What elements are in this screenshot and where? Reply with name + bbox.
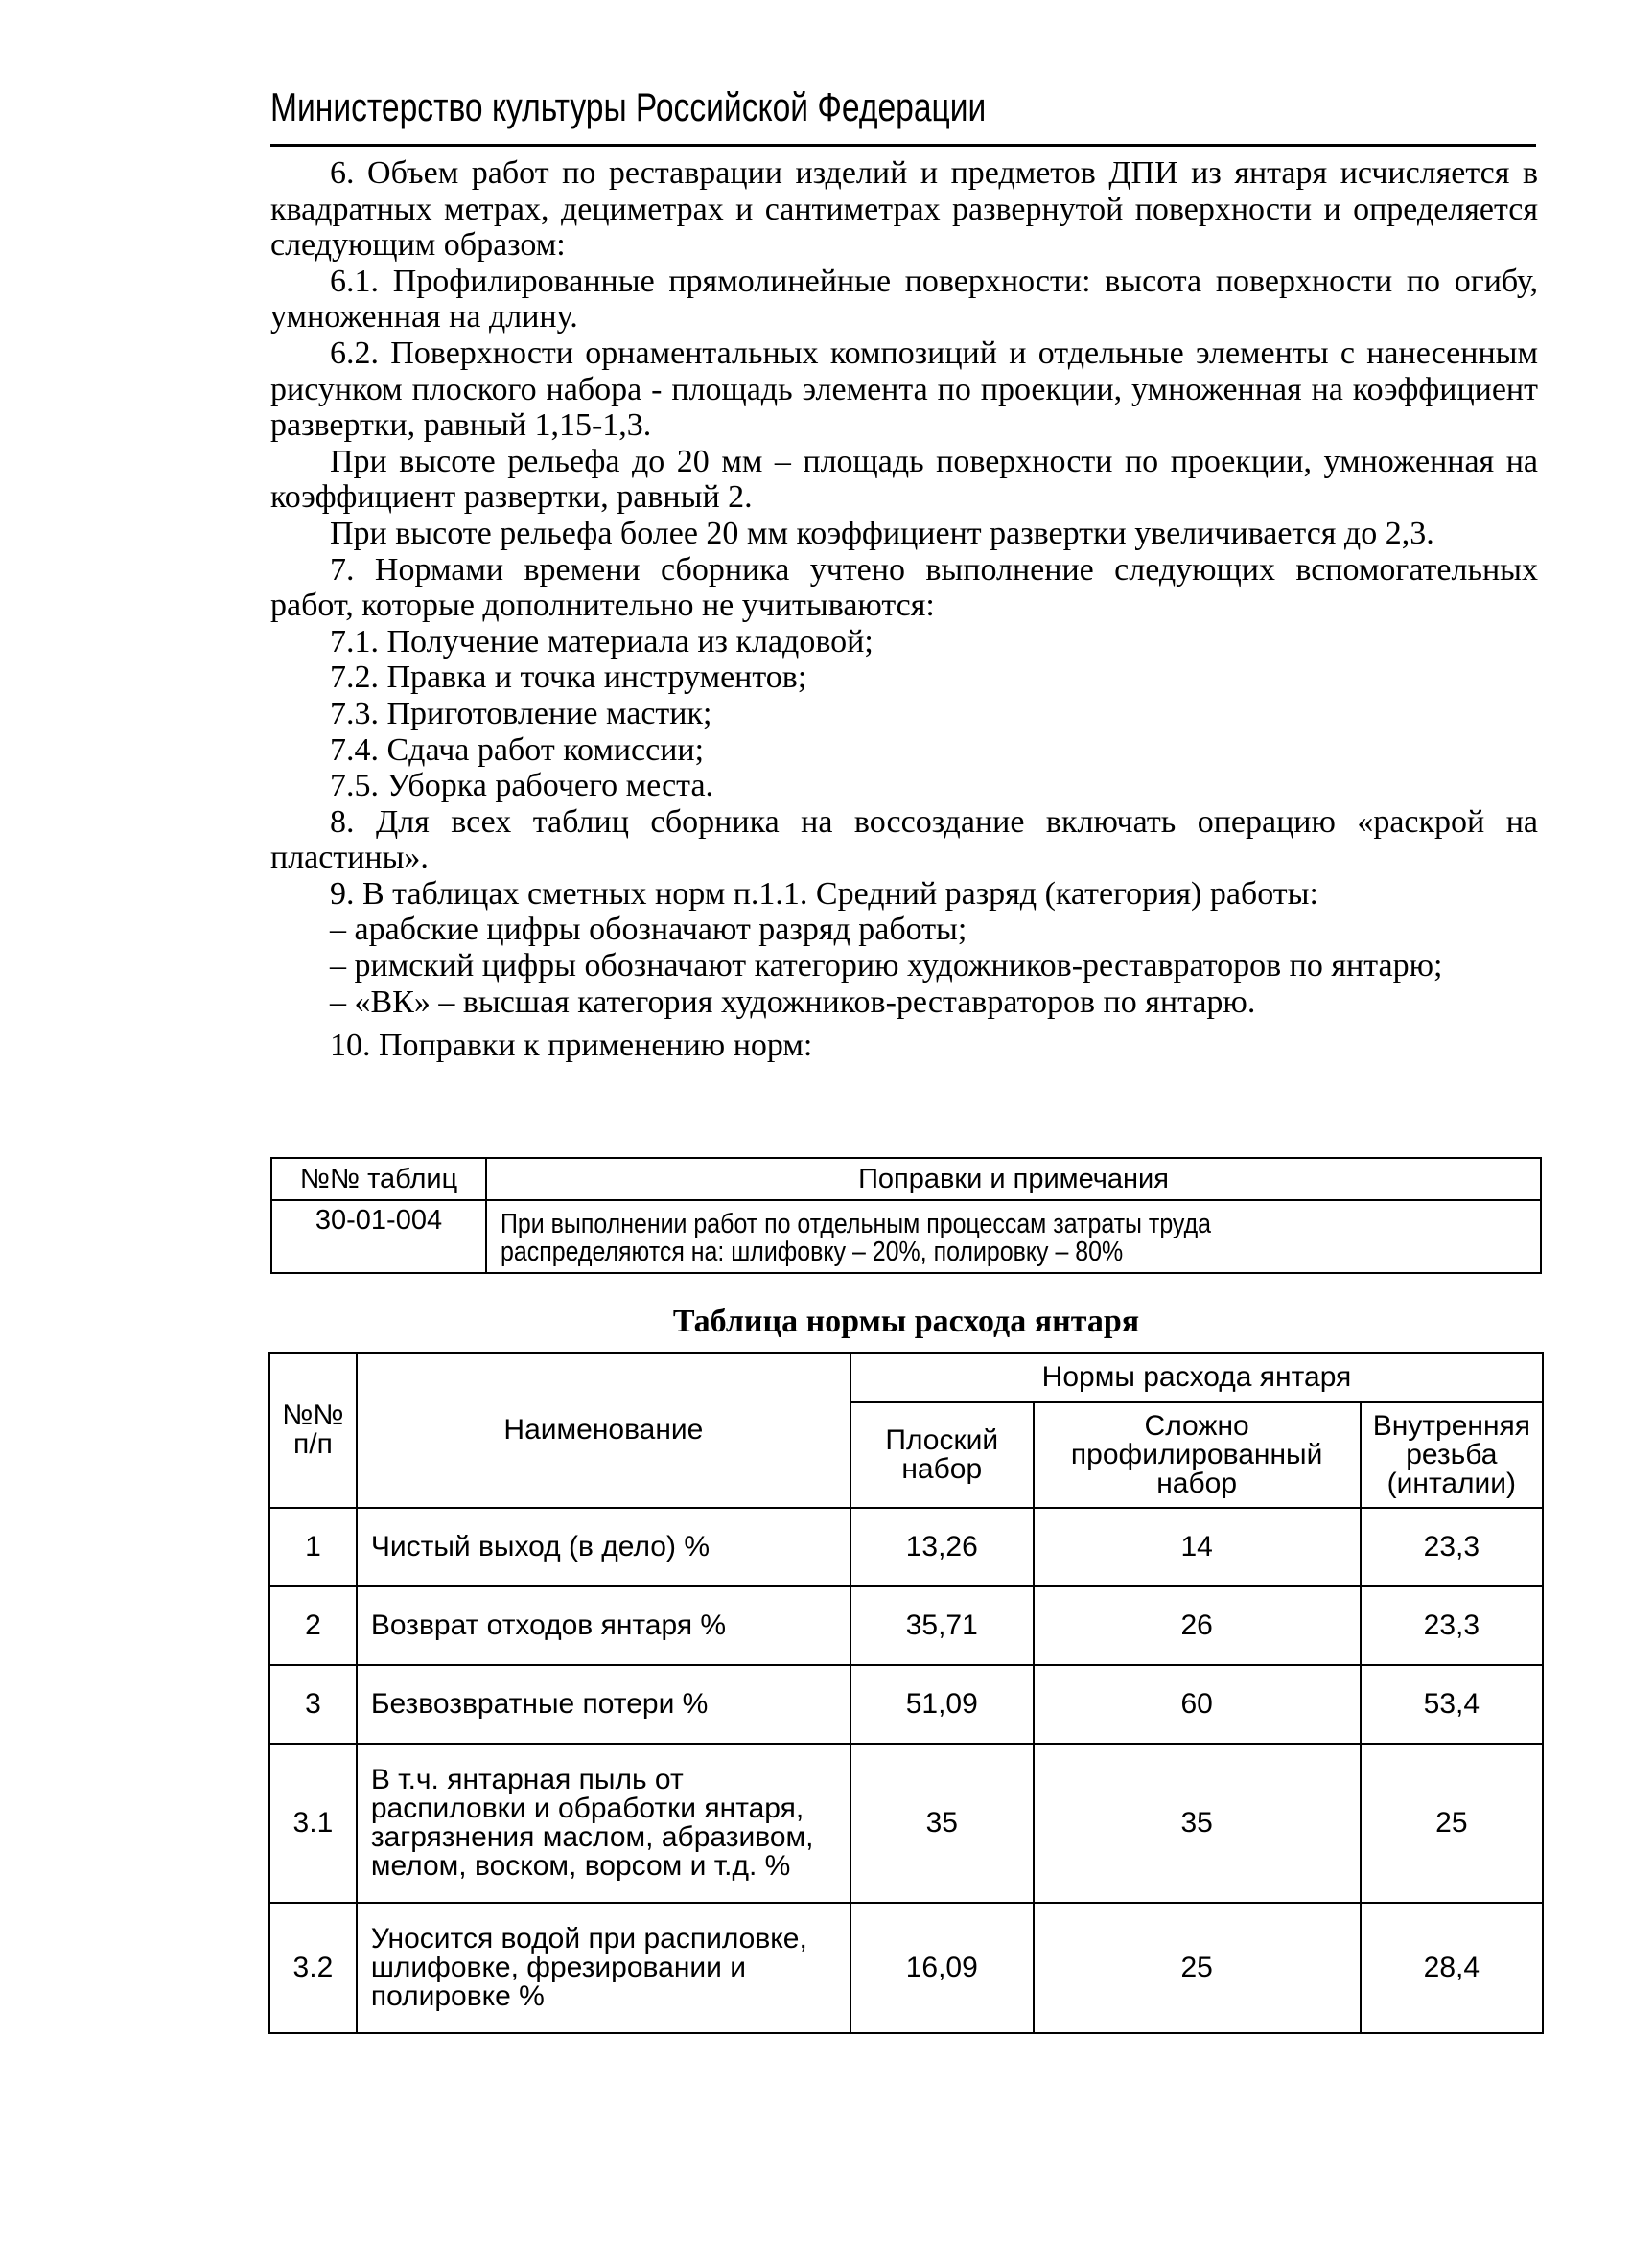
row-name: Безвозвратные потери %	[357, 1665, 850, 1744]
header-group: Нормы расхода янтаря	[850, 1353, 1543, 1402]
table-header-row	[271, 1158, 1541, 1200]
paragraph-9: 9. В таблицах сметных норм п.1.1. Средний разряд (категория) работы:	[330, 875, 1318, 912]
paragraph-7-3: 7.3. Приготовление мастик;	[330, 695, 712, 731]
page-header-title: Министерство культуры Российской Федерации	[270, 84, 987, 129]
corrections-table	[270, 1157, 1542, 1274]
row-num: 3	[269, 1665, 357, 1744]
table-row	[271, 1200, 1541, 1273]
header-divider	[270, 144, 1536, 147]
table-row	[269, 1903, 1543, 2033]
row-num: 3.1	[269, 1744, 357, 1903]
table-row	[269, 1508, 1543, 1586]
row-flat: 35	[850, 1744, 1034, 1903]
row-num: 3.2	[269, 1903, 357, 2033]
paragraph-9-vk: – «ВК» – высшая категория художников-реставраторов по янтарю.	[330, 984, 1256, 1020]
paragraph-9-arabic: – арабские цифры обозначают разряд работы;	[330, 912, 967, 948]
table-header-cell: Поправки и примечания	[486, 1158, 1541, 1200]
row-profiled: 60	[1034, 1665, 1361, 1744]
note-text: При выполнении работ по отдельным процессам затраты труда распределяются на: шлифовку – 20%, полировку – 80%	[501, 1209, 1211, 1267]
paragraph-6-1: 6.1. Профилированные прямолинейные поверхности: высота поверхности по огибу, умноженная на длину.	[270, 263, 1538, 336]
paragraph-7-1: 7.1. Получение материала из кладовой;	[330, 623, 874, 660]
row-name: Возврат отходов янтаря %	[357, 1586, 850, 1665]
norm-table-title: Таблица нормы расхода янтаря	[672, 1304, 1140, 1339]
paragraph-6: 6. Объем работ по реставрации изделий и предметов ДПИ из янтаря исчисляется в квадратных метрах, дециметрах и сантиметрах развернутой поверхности и определяется следующим образом:	[270, 155, 1538, 264]
row-flat: 51,09	[850, 1665, 1034, 1744]
row-carving: 28,4	[1361, 1903, 1543, 2033]
row-name: В т.ч. янтарная пыль от распиловки и обработки янтаря, загрязнения маслом, абразивом, мелом, воском, ворсом и т.д. %	[357, 1744, 850, 1903]
row-name: Чистый выход (в дело) %	[357, 1508, 850, 1586]
row-carving: 23,3	[1361, 1586, 1543, 1665]
paragraph-10: 10. Поправки к применению норм:	[330, 1028, 813, 1064]
header-name: Наименование	[357, 1353, 850, 1508]
row-flat: 13,26	[850, 1508, 1034, 1586]
table-row	[269, 1744, 1543, 1903]
paragraph-8: 8. Для всех таблиц сборника на воссоздание включать операцию «раскрой на пластины».	[270, 803, 1538, 876]
row-flat: 35,71	[850, 1586, 1034, 1665]
header-profiled: Сложно профилированный набор	[1034, 1402, 1361, 1508]
row-profiled: 26	[1034, 1586, 1361, 1665]
header-num: №№ п/п	[269, 1353, 357, 1508]
row-num: 1	[269, 1508, 357, 1586]
paragraph-7-5: 7.5. Уборка рабочего места.	[330, 768, 714, 804]
row-carving: 53,4	[1361, 1665, 1543, 1744]
paragraph-7-4: 7.4. Сдача работ комиссии;	[330, 731, 705, 768]
header-carving: Внутренняя резьба (инталии)	[1361, 1402, 1543, 1508]
table-header-cell: №№ таблиц	[271, 1158, 486, 1200]
row-name: Уносится водой при распиловке, шлифовке, фрезировании и полировке %	[357, 1903, 850, 2033]
row-carving: 25	[1361, 1744, 1543, 1903]
row-profiled: 14	[1034, 1508, 1361, 1586]
paragraph-9-roman: – римский цифры обозначают категорию художников-реставраторов по янтарю;	[330, 948, 1443, 984]
row-profiled: 35	[1034, 1744, 1361, 1903]
row-num: 2	[269, 1586, 357, 1665]
paragraph-relief-over-20: При высоте рельефа более 20 мм коэффициент развертки увеличивается до 2,3.	[330, 515, 1434, 551]
amber-norms-table	[268, 1352, 1544, 2034]
table-row	[269, 1586, 1543, 1665]
body-text	[270, 155, 1538, 1064]
paragraph-6-2: 6.2. Поверхности орнаментальных композиций и отдельные элементы с нанесенным рисунком плоского набора - площадь элемента по проекции, умноженная на коэффициент развертки, равный 1,15-1,3.	[270, 335, 1538, 444]
row-profiled: 25	[1034, 1903, 1361, 2033]
table-number-cell: 30-01-004	[271, 1200, 486, 1273]
paragraph-7: 7. Нормами времени сборника учтено выполнение следующих вспомогательных работ, которые дополнительно не учитываются:	[270, 551, 1538, 624]
table-note-cell	[486, 1200, 1541, 1273]
table-row	[269, 1665, 1543, 1744]
table-header-row	[269, 1353, 1543, 1402]
row-flat: 16,09	[850, 1903, 1034, 2033]
row-carving: 23,3	[1361, 1508, 1543, 1586]
paragraph-relief-20: При высоте рельефа до 20 мм – площадь поверхности по проекции, умноженная на коэффициент развертки, равный 2.	[270, 443, 1538, 516]
header-flat: Плоский набор	[850, 1402, 1034, 1508]
paragraph-7-2: 7.2. Правка и точка инструментов;	[330, 660, 807, 696]
